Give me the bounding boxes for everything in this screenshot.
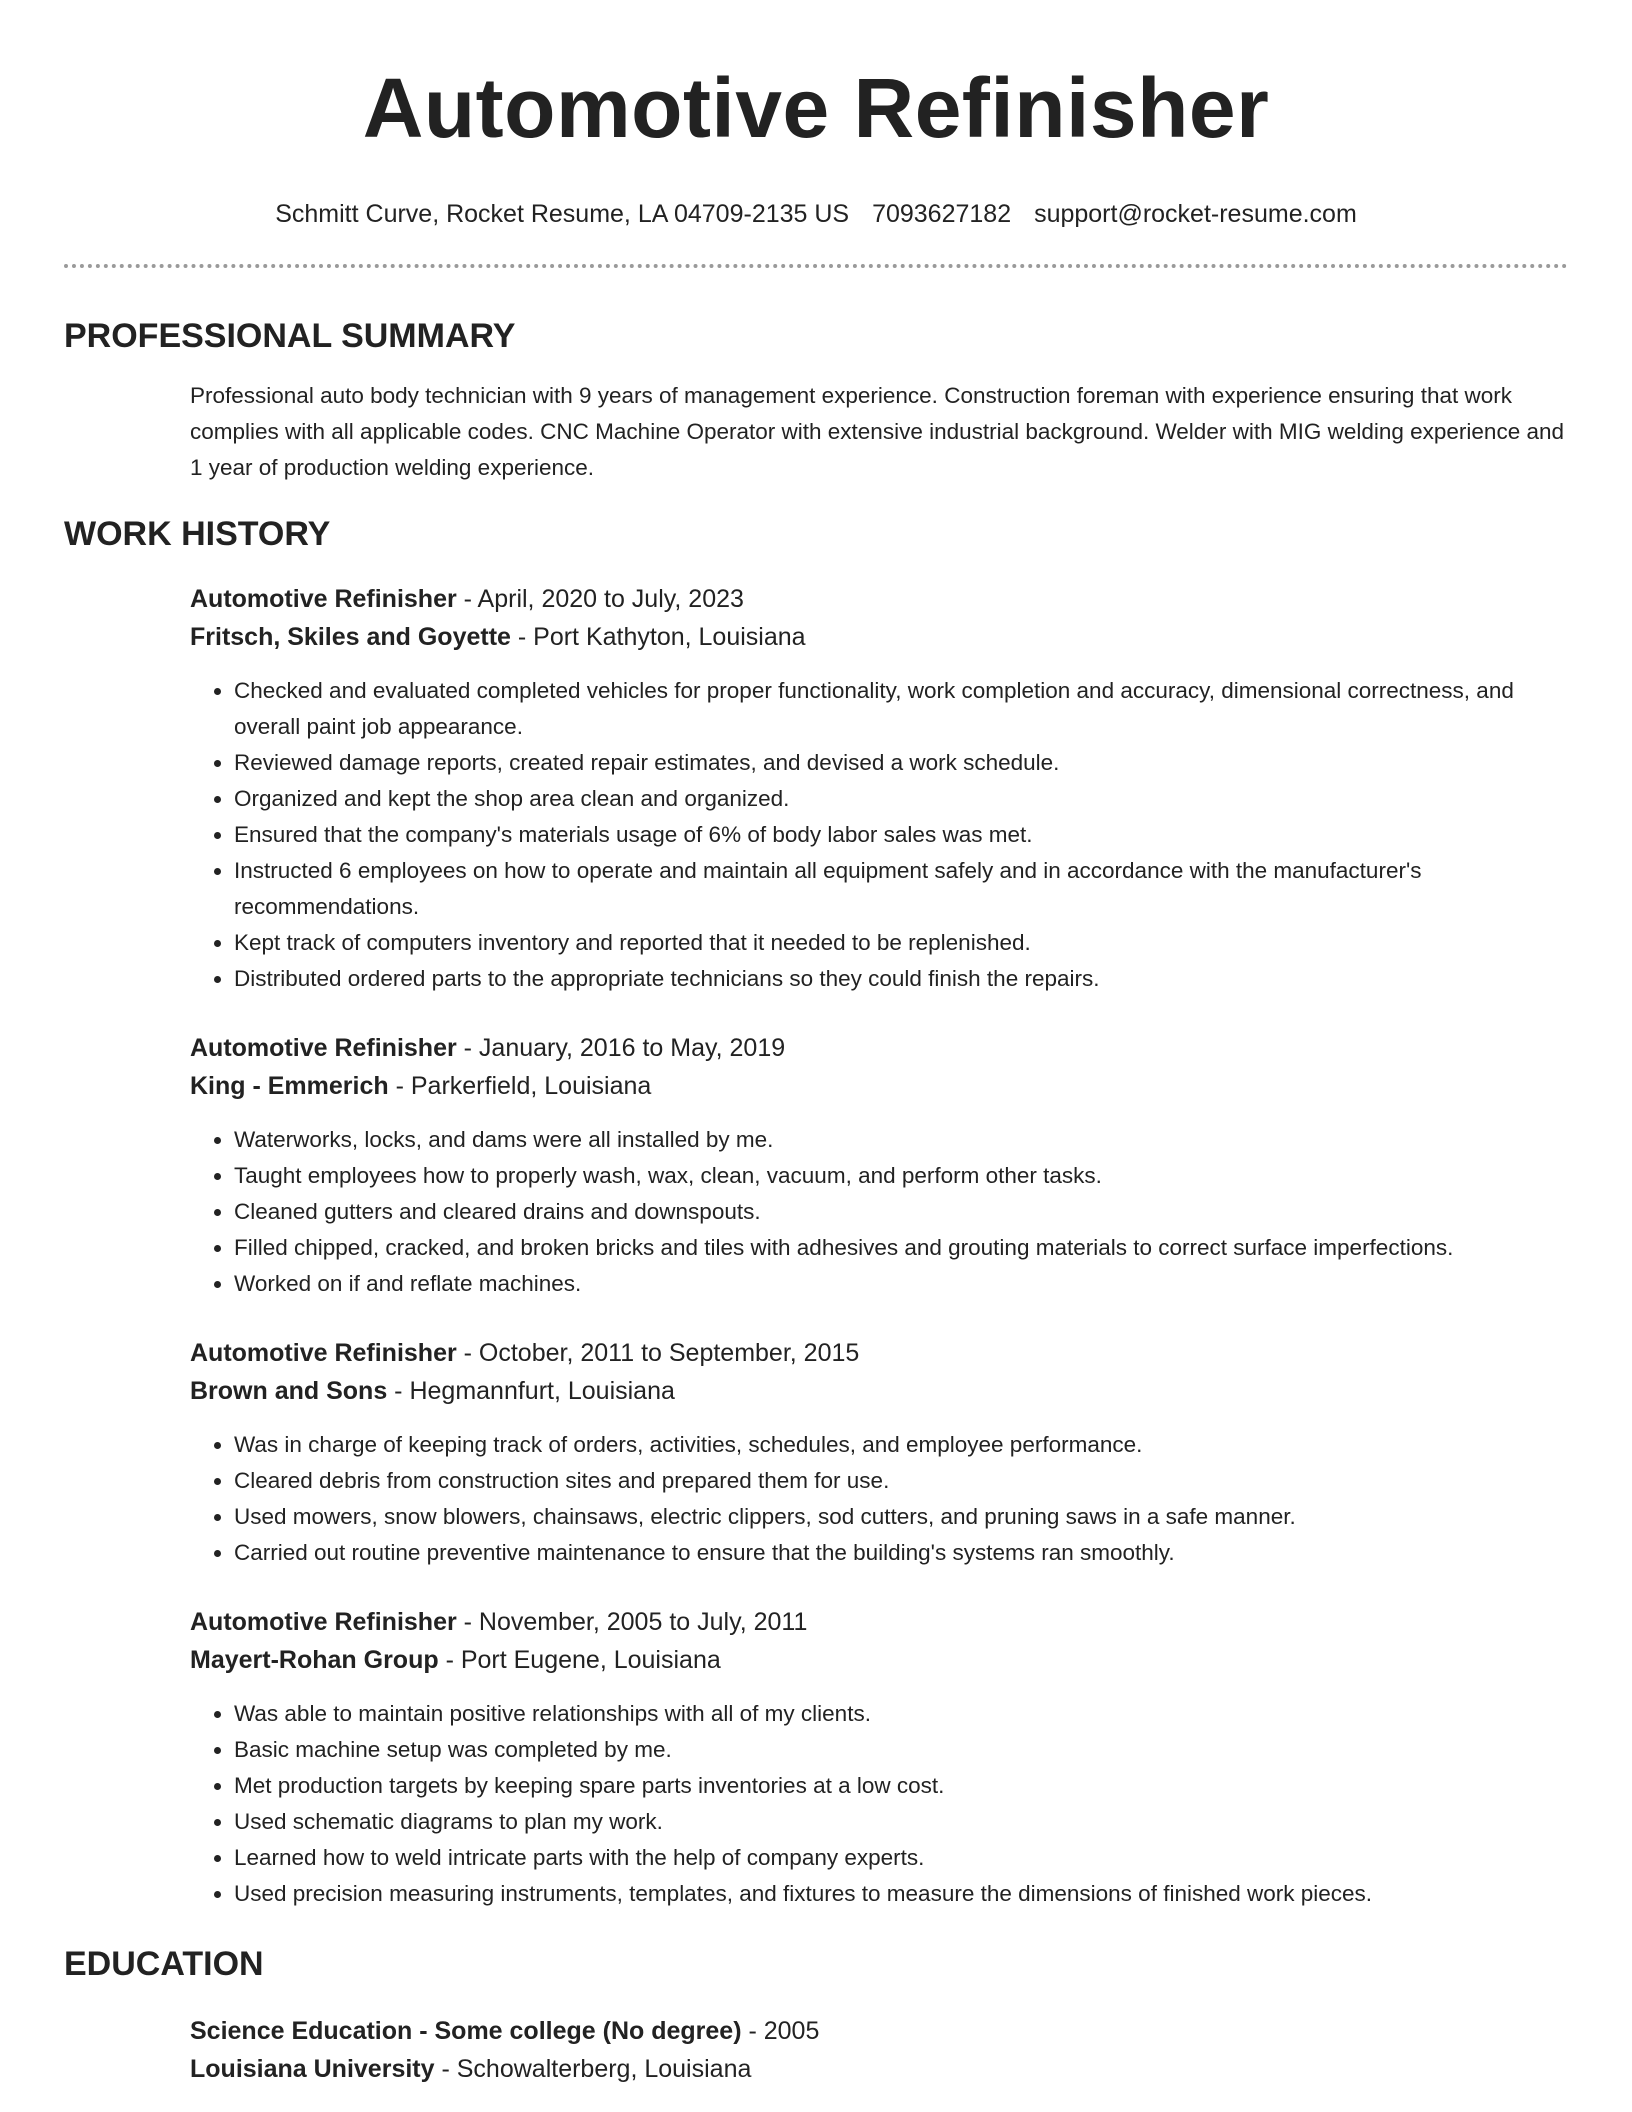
education-section-title: EDUCATION [64,1945,264,1983]
job-title-line [190,1029,1568,1067]
job-bullet: • Used mowers, snow blowers, chainsaws, electric clippers, sod cutters, and pruning saws in a safe manner. [234,1499,1568,1535]
job-bullet: • Basic machine setup was completed by me. [234,1732,1568,1768]
job-bullet: • Learned how to weld intricate parts with the help of company experts. [234,1840,1568,1876]
job-role: Automotive Refinisher [190,1034,457,1062]
job-bullets [190,1122,1568,1302]
job-company: Fritsch, Skiles and Goyette [190,623,511,651]
job-role: Automotive Refinisher [190,1608,457,1636]
job-title-line [190,580,1568,618]
job-location: - Port Eugene, Louisiana [438,1646,721,1674]
job-title-line [190,1603,1568,1641]
job-bullet: • Was able to maintain positive relationships with all of my clients. [234,1696,1568,1732]
job-company: King - Emmerich [190,1072,389,1100]
job-bullet: • Distributed ordered parts to the appropriate technicians so they could finish the repairs. [234,961,1568,997]
job-bullet: • Instructed 6 employees on how to operate and maintain all equipment safely and in accordance with the manufacturer's recommendations. [234,853,1568,925]
summary-section-title: PROFESSIONAL SUMMARY [64,317,516,355]
education-entry [190,2012,1568,2088]
job-company-line [190,618,1568,656]
job-bullet: • Worked on if and reflate machines. [234,1266,1568,1302]
job-company-line [190,1641,1568,1679]
job-bullet: • Cleared debris from construction sites and prepared them for use. [234,1463,1568,1499]
job-company: Brown and Sons [190,1377,388,1405]
job-entry [190,1334,1568,1571]
education-school-line [190,2050,1568,2088]
job-bullet: • Used precision measuring instruments, templates, and fixtures to measure the dimensions of finished work pieces. [234,1876,1568,1912]
job-location: - Port Kathyton, Louisiana [510,623,806,651]
job-entry [190,580,1568,997]
job-bullets [190,1696,1568,1912]
job-bullet: • Organized and kept the shop area clean and organized. [234,781,1568,817]
job-company: Mayert-Rohan Group [190,1646,439,1674]
job-location: - Parkerfield, Louisiana [388,1072,652,1100]
job-bullet: • Carried out routine preventive maintenance to ensure that the building's systems ran smoothly. [234,1535,1568,1571]
job-bullet: • Checked and evaluated completed vehicles for proper functionality, work completion and accuracy, dimensional correctness, and overall paint job appearance. [234,673,1568,745]
job-bullets [190,673,1568,997]
work-history-section-title: WORK HISTORY [64,515,331,553]
job-dates: - April, 2020 to July, 2023 [456,585,744,613]
education-year: - 2005 [741,2017,820,2045]
contact-phone: 7093627182 [872,200,1012,228]
job-bullet: • Met production targets by keeping spare parts inventories at a low cost. [234,1768,1568,1804]
contact-email: support@rocket-resume.com [1034,200,1357,228]
job-bullet: • Ensured that the company's materials usage of 6% of body labor sales was met. [234,817,1568,853]
job-dates: - October, 2011 to September, 2015 [456,1339,860,1367]
job-company-line [190,1067,1568,1105]
header-divider [64,264,1568,268]
job-location: - Hegmannfurt, Louisiana [387,1377,675,1405]
job-bullet: • Kept track of computers inventory and reported that it needed to be replenished. [234,925,1568,961]
job-bullet: • Waterworks, locks, and dams were all installed by me. [234,1122,1568,1158]
education-degree: Science Education - Some college (No degree) [190,2017,742,2045]
education-school: Louisiana University [190,2055,435,2083]
job-bullets [190,1427,1568,1571]
job-title-line [190,1334,1568,1372]
summary-text: Professional auto body technician with 9 years of management experience. Construction foreman with experience ensuring that work complies with all applicable codes. CNC Machine Operator with extensive industrial background. Welder with MIG welding experience and 1 year of production welding experience. [190,383,1565,480]
job-bullet: • Reviewed damage reports, created repair estimates, and devised a work schedule. [234,745,1568,781]
job-bullet: • Filled chipped, cracked, and broken bricks and tiles with adhesives and grouting materials to correct surface imperfections. [234,1230,1568,1266]
job-entry [190,1603,1568,1912]
job-bullet: • Used schematic diagrams to plan my work. [234,1804,1568,1840]
candidate-name: Automotive Refinisher [362,61,1270,155]
contact-line [64,198,1568,230]
job-dates: - November, 2005 to July, 2011 [456,1608,808,1636]
job-bullet: • Taught employees how to properly wash, wax, clean, vacuum, and perform other tasks. [234,1158,1568,1194]
education-location: - Schowalterberg, Louisiana [434,2055,752,2083]
job-company-line [190,1372,1568,1410]
job-entry [190,1029,1568,1302]
job-role: Automotive Refinisher [190,1339,457,1367]
job-dates: - January, 2016 to May, 2019 [456,1034,786,1062]
contact-address: Schmitt Curve, Rocket Resume, LA 04709-2135 US [275,200,850,228]
job-role: Automotive Refinisher [190,585,457,613]
job-bullet: • Cleaned gutters and cleared drains and downspouts. [234,1194,1568,1230]
job-bullet: • Was in charge of keeping track of orders, activities, schedules, and employee performance. [234,1427,1568,1463]
education-degree-line [190,2012,1568,2050]
